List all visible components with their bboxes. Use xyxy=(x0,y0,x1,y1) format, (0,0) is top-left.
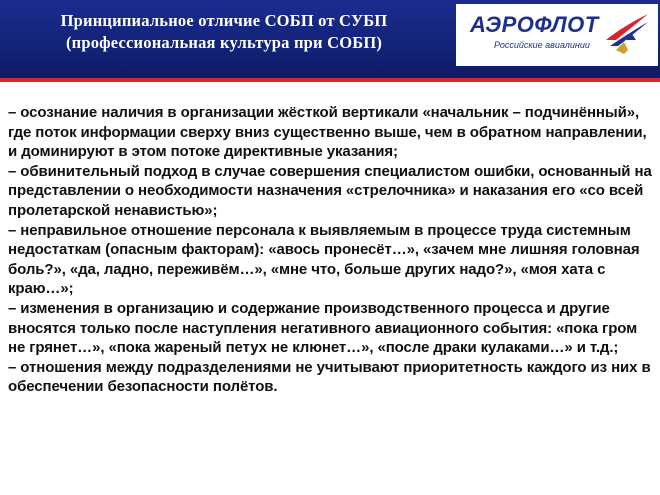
bullet-item: – отношения между подразделениями не учитывают приоритетность каждого из них в обеспечении безопасности полётов. xyxy=(8,358,651,396)
bullet-item: – неправильное отношение персонала к выявляемым в процессе труда системным недостаткам (опасным факторам): «авось пронесёт…», «зачем мне лишняя головная боль?», «да, ладно, переживём…», «мне что, больше других надо?», «моя хата с краю…»; xyxy=(8,221,640,298)
winged-emblem-icon xyxy=(602,10,652,58)
header-divider xyxy=(0,78,660,82)
bullet-item: – осознание наличия в организации жёсткой вертикали «начальник – подчинённый», где поток информации сверху вниз существенно выше, чем в обратном направлении, и доминируют в этом потоке директивные указания; xyxy=(8,104,647,161)
bullet-item: – изменения в организацию и содержание производственного процесса и другие вносятся только после наступления негативного авиационного события: «пока гром не грянет…», «пока жареный петух не клюнет…», «после драки кулаками…» и т.д.; xyxy=(8,299,638,357)
bullet-item: – обвинительный подход в случае совершения специалистом ошибки, основанный на представлении о необходимости назначения «стрелочника» и наказания его «со всей пролетарской ненавистью»; xyxy=(8,162,652,219)
aeroflot-logo xyxy=(456,4,658,66)
slide-title-line-1: Принципиальное отличие СОБП от СУБП xyxy=(60,11,388,30)
slide-header xyxy=(0,0,660,78)
slide-title-line-2: (профессиональная культура при СОБП) xyxy=(65,33,383,52)
slide-title xyxy=(14,10,434,54)
logo-subtitle: Российские авиалинии xyxy=(494,40,590,50)
logo-name: АЭРОФЛОТ xyxy=(470,12,599,37)
slide-body xyxy=(8,103,656,397)
